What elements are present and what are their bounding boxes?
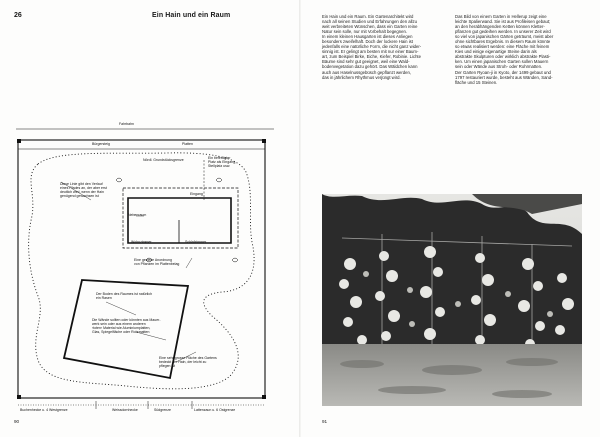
photo-trellis-garden — [322, 194, 582, 406]
text-column-2: Das Bild von einem Garten in Hellerup zeigt eine leichte Spalierwand. Sie ist aus Profileisen gebaut; an den herabhängenden Ketten können Kletter- pflanzen gut gedeihen werden. In unserer Zeit wird so viel von japanischen Gärten geträumt, meist aber ohne sichtbares Ergebnis. In diesem Raum könnte so etwas realisiert werden: eine Fläche mit feinem Kies und einige eigenartige Steine darin als abstrakte Skulpturen oder wirklich abstrakte Plasti- ken. Um einen japanischen Garten sollen Mauern sein oder Wände aus Stroh- oder Rohrmatten. Der Garten Ryoan-ji in Kyoto, der 1499 gebaut und 1797 restauriert wurde, besteht aus Wänden, Sand- fläche und 15 Steinen. — [455, 14, 554, 85]
label-slabs: Platten — [182, 142, 193, 146]
label-south-boundary: Südgrenze — [154, 408, 171, 412]
property-boundary — [18, 140, 265, 398]
garden-plan — [16, 120, 274, 414]
label-north-boundary: Nördl. Grundstücksgrenze — [143, 158, 184, 162]
house-outline — [123, 188, 238, 248]
plant-symbols — [116, 178, 238, 262]
corner-post-ne — [262, 139, 266, 143]
label-east-boundary: Lattenzaun u. 6 Ostgrenze — [194, 408, 236, 412]
label-street: Fahrbahn — [119, 122, 134, 126]
label-sidewalk: Bürgersteig — [92, 142, 110, 146]
label-side-room: Nebenraum — [128, 213, 147, 217]
label-entrance: Eingang — [190, 192, 203, 196]
page-title: Ein Hain und ein Raum — [152, 12, 231, 19]
corner-post-nw — [17, 139, 21, 143]
garden-photograph — [322, 194, 582, 406]
label-grove-note: Eine sehr grosse Fläche des Gartens bedeckt der Hain, der leicht zu pflegen ist — [159, 356, 217, 369]
house-walls — [128, 198, 231, 243]
corner-post-se — [262, 395, 266, 399]
left-page-number: 90 — [14, 419, 20, 424]
right-page-number: 91 — [322, 419, 328, 424]
chapter-number: 26 — [14, 12, 22, 19]
label-hawthorn-hedge: Weissdornhecke — [112, 408, 138, 412]
label-plant-note: Eine gezielte Anordnung von Pflanzen im Plattenbelag — [134, 258, 180, 267]
label-floor-note: Der Boden des Raumes ist natürlich ein Rasen — [96, 292, 153, 301]
label-living-room: Wohnzimmer — [131, 240, 152, 244]
text-column-1: Ein Hain und ein Raum. Ein Gartenarchitekt wird nach all seinen Studien und Erfahrungen den allzu weit verbreiteten Wünschen, dass ein Garten reine Natur sein solle, nur mit Vorbehalt begegnen. In einem kleinen Hausgarten ist dieses Anliegen besonders zweifelhaft. Doch der lockere Hain ist jedenfalls eine natürliche Form, die nicht ganz wider- sinnig ist. Er gelingt am besten mit nur einer Baum- art, zum Beispiel Birke, Eiche, Kiefer, Robinie. Lichte Bäume sind sehr gut geeignet, weil eine Wald- bodenvegetation dazu gehört. Das Wäldchen kann auch aus Haselnussgebüsch gepflanzt werden, das in jährlichem Rhythmus verjüngt wird. — [322, 14, 422, 80]
label-bedroom: Schlafzimmer — [185, 240, 207, 244]
book-gutter — [299, 0, 301, 437]
label-paved-place: Ein befestigter Platz als Eingang, Stellplatz usw. — [208, 156, 237, 169]
label-west-boundary: Buchenhecke u. 4 Westgrenze — [20, 408, 68, 412]
label-walls-note: Die Wände sollten oder könnten aus Mauer- werk sein oder aus einem anderen ›toten‹ Material wie Aluminiumplatten, Glas, Spiegelfläche oder Rohrmatten — [92, 318, 161, 335]
corner-post-sw — [17, 395, 21, 399]
label-path-note: Diese Linie gibt den Verlauf eines Pfades an, der aber erst deutlich wird, wenn der Hain genügend gewachsen ist — [60, 182, 107, 199]
